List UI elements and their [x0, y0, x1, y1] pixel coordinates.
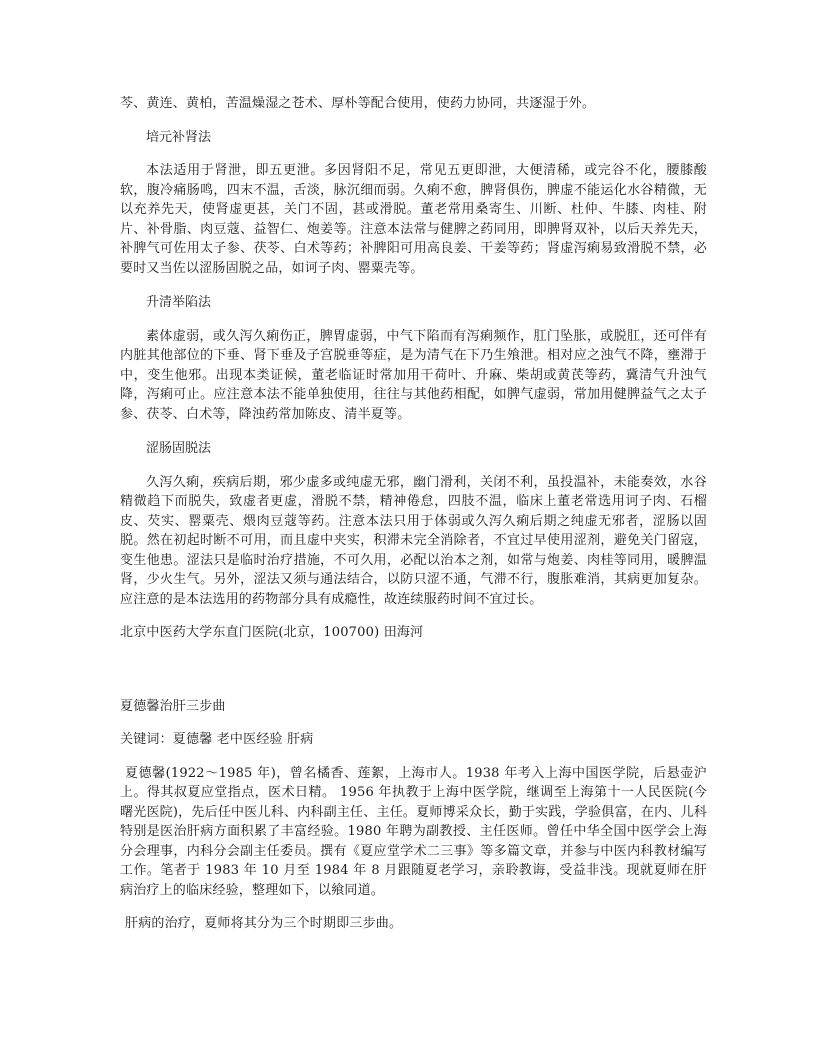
spacer	[120, 147, 707, 161]
section-body-peiyuan: 本法适用于肾泄，即五更泄。多因肾阳不足，常见五更即泄，大便清稀，或完谷不化，腰膝酸软，腹冷痛肠鸣，四末不温，舌淡，脉沉细而弱。久痢不愈，脾肾俱伤，脾虚不能运化水谷精微，无以充养先天，使肾虚更甚，关门不固，甚或滑脱。董老常用桑寄生、川断、杜仲、牛膝、肉桂、附片、补骨脂、肉豆蔻、益智仁、炮姜等。注意本法常与健脾之药同用，即脾肾双补，以后天养先天，补脾气可佐用太子参、茯苓、白术等药；补脾阳可用高良姜、干姜等药；肾虚泻痢易致滑脱不禁，必要时又当佐以涩肠固脱之品，如诃子肉、罂粟壳等。	[120, 163, 707, 276]
spacer	[120, 750, 707, 764]
section-heading-peiyuan: 培元补肾法	[146, 129, 212, 145]
spacer	[120, 643, 707, 697]
section-heading-shengqing: 升清举陷法	[146, 295, 212, 310]
article-keywords: 关键词：夏德馨 老中医经验 肝病	[120, 732, 314, 747]
spacer	[120, 278, 707, 293]
spacer	[120, 114, 707, 128]
spacer	[120, 716, 707, 730]
spacer	[120, 459, 707, 473]
continuation-paragraph: 芩、黄连、黄柏，苦温燥湿之苍术、厚朴等配合使用，使药力协同，共逐湿于外。	[120, 96, 596, 111]
section-body-shengqing: 素体虚弱，或久泻久痢伤正，脾胃虚弱，中气下陷而有泻痢频作，肛门坠胀，或脱肛，还可伴有内脏其他部位的下垂、肾下垂及子宫脱垂等症，是为清气在下乃生飧泄。相对应之浊气不降，壅滞于中，变生他邪。出现本类证候，董老临证时常加用干荷叶、升麻、柴胡或黄芪等药，冀清气升浊气降，泻痢可止。应注意本法不能单独使用，往往与其他药相配，如脾气虚弱，常加用健脾益气之太子参、茯苓、白术等，降浊药常加陈皮、清半夏等。	[120, 328, 707, 422]
section-heading-sechang: 涩肠固脱法	[146, 441, 212, 456]
article-bio-paragraph: 夏德馨(1922～1985 年)，曾名橘香、莲絮，上海市人。1938 年考入上海中国医学院，后悬壶沪上。得其叔夏应堂指点，医术日精。 1956 年执教于上海中医学院，继调至上海第十一人民医院(今曙光医院)，先后任中医儿科、内科副主任、主任。夏师博采众长，勤于实践，学验俱富，在内、儿科特别是医治肝病方面积累了丰富经验。1980 年聘为副教授、主任医师。曾任中华全国中医学会上海分会理事，内科分会副主任委员。撰有《夏应堂学术二三事》等多篇文章，并参与中医内科教材编写工作。笔者于 1983 年 10 月至 1984 年 8 月跟随夏老学习，亲聆教诲，受益非浅。现就夏师在肝病治疗上的临床经验，整理如下，以飨同道。	[120, 765, 707, 898]
document-page	[120, 94, 707, 934]
author-affiliation: 北京中医药大学东直门医院(北京，100700) 田海河	[120, 625, 424, 640]
article-intro-paragraph: 肝病的治疗，夏师将其分为三个时期即三步曲。	[125, 916, 403, 931]
article-title: 夏德馨治肝三步曲	[120, 698, 226, 714]
spacer	[120, 313, 707, 327]
spacer	[120, 609, 707, 623]
spacer	[120, 424, 707, 439]
section-body-sechang: 久泻久痢，疾病后期，邪少虚多或纯虚无邪，幽门滑利，关闭不利，虽投温补，未能奏效，水谷精微趋下而脱失，致虚者更虚，滑脱不禁，精神倦怠，四肢不温，临床上董老常选用诃子肉、石榴皮、芡实、罂粟壳、煨肉豆蔻等药。注意本法只用于体弱或久泻久痢后期之纯虚无邪者，涩肠以固脱。然在初起时断不可用，而且虚中夹实，积滞未完全消除者，不宜过早使用涩剂，避免关门留寇，变生他患。涩法只是临时治疗措施，不可久用，必配以治本之剂，如常与炮姜、肉桂等同用，暖脾温肾，少火生气。另外，涩法又须与通法结合，以防只涩不通，气滞不行，腹胀难消，其病更加复杂。应注意的是本法选用的药物部分具有成瘾性，故连续服药时间不宜过长。	[120, 474, 707, 607]
spacer	[120, 900, 707, 914]
